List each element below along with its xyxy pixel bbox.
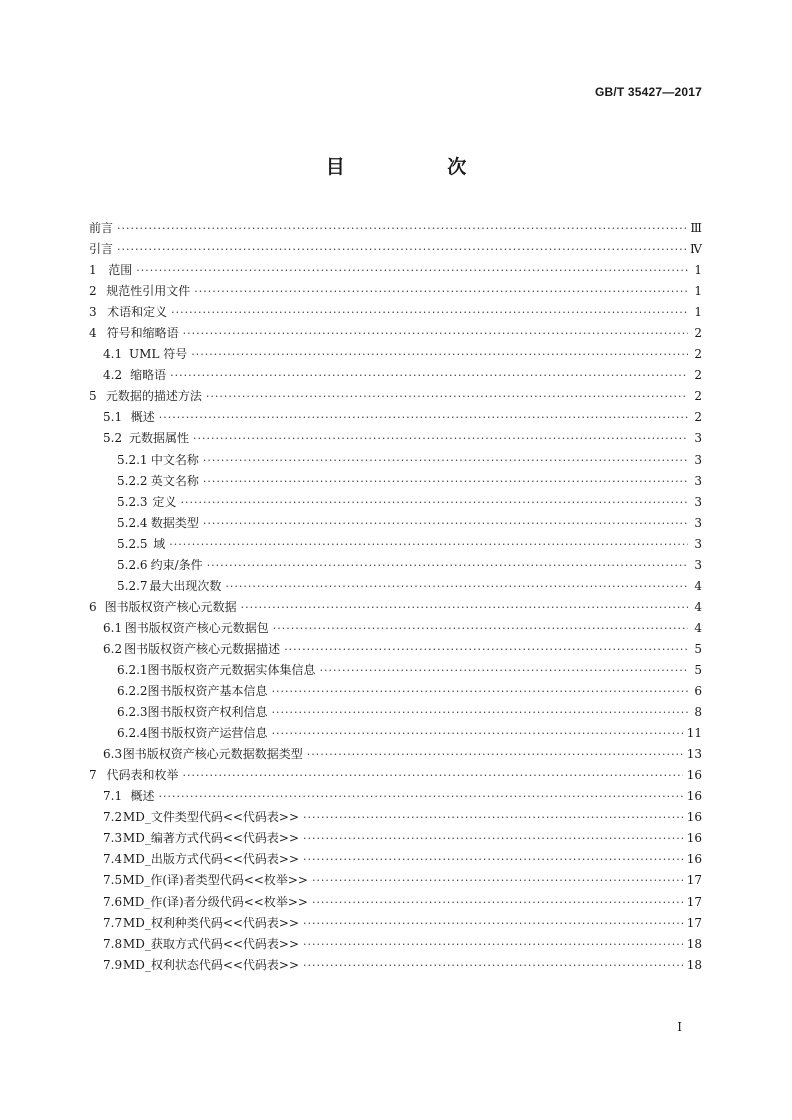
toc-dot-leader [303, 934, 683, 955]
toc-entry-page: 3 [694, 494, 702, 509]
toc-entry-number: 3 [89, 305, 97, 320]
toc-entry-number: 5.2.3 [117, 494, 148, 509]
toc-entry-number: 7.9 [103, 957, 123, 972]
toc-dot-leader [307, 744, 683, 765]
toc-entry-title: 数据类型 [150, 515, 199, 530]
toc-entry-page: 16 [686, 768, 702, 783]
toc-entry-page: 2 [694, 368, 702, 383]
toc-entry[interactable] [89, 786, 702, 807]
toc-entry[interactable] [89, 281, 702, 302]
toc-entry-page: 3 [694, 431, 702, 446]
toc-entry-page: 2 [694, 389, 702, 404]
toc-entry-number: 6.3 [103, 747, 123, 762]
toc-entry-number: 5.2.2 [117, 473, 148, 488]
toc-entry-number: 7.4 [103, 852, 123, 867]
toc-dot-leader [272, 723, 683, 744]
toc-entry-title: 缩略语 [130, 368, 167, 383]
toc-entry-title: MD_权利状态代码<<代码表>> [122, 957, 300, 972]
toc-dot-leader [303, 955, 683, 976]
toc-entry-page: 1 [694, 284, 702, 299]
toc-entry-title: 术语和定义 [107, 305, 168, 320]
table-of-contents [89, 218, 702, 976]
toc-dot-leader [303, 913, 683, 934]
toc-entry[interactable] [89, 302, 702, 323]
toc-entry-title: 图书版权资产权利信息 [147, 705, 268, 720]
toc-dot-leader [303, 849, 683, 870]
toc-entry-page: 3 [694, 452, 702, 467]
toc-entry-page: Ⅲ [690, 221, 702, 235]
toc-dot-leader [159, 407, 688, 428]
toc-title: 目 次 [325, 156, 515, 178]
toc-dot-leader [169, 534, 688, 555]
toc-entry-number: 5.2.5 [117, 536, 148, 551]
toc-dot-leader [312, 892, 683, 913]
toc-dot-leader [206, 386, 688, 407]
toc-dot-leader [203, 471, 688, 492]
toc-entry[interactable] [89, 450, 702, 471]
toc-entry-number: 4 [89, 326, 97, 341]
toc-entry-page: 4 [694, 620, 702, 635]
toc-entry-page: 17 [686, 894, 702, 909]
toc-entry-number: 5.2.4 [117, 515, 148, 530]
toc-entry-title: UML 符号 [129, 347, 188, 362]
toc-entry-page: 5 [694, 662, 702, 677]
toc-entry-title: MD_出版方式代码<<代码表>> [122, 852, 300, 867]
toc-entry[interactable] [89, 513, 702, 534]
toc-entry-title: MD_权利种类代码<<代码表>> [122, 915, 300, 930]
toc-dot-leader [194, 281, 688, 302]
toc-entry-number: 1 [89, 263, 97, 278]
toc-dot-leader [273, 618, 688, 639]
toc-entry-page: 16 [686, 831, 702, 846]
toc-entry[interactable] [89, 365, 702, 386]
toc-entry-page: 13 [686, 747, 702, 762]
toc-entry-page: 18 [686, 957, 702, 972]
toc-dot-leader [183, 765, 683, 786]
toc-entry[interactable] [89, 492, 702, 513]
toc-entry-title: 范围 [108, 263, 133, 278]
toc-entry-page: 16 [686, 852, 702, 867]
toc-entry[interactable] [89, 218, 702, 239]
toc-entry-page: 2 [694, 347, 702, 362]
toc-entry-title: 最大出现次数 [149, 578, 222, 593]
toc-entry-number: 7.6 [103, 894, 123, 909]
toc-entry-title: MD_获取方式代码<<代码表>> [122, 936, 300, 951]
toc-dot-leader [159, 786, 683, 807]
toc-entry-title: 域 [153, 536, 166, 551]
toc-dot-leader [303, 807, 683, 828]
toc-entry-page: 4 [694, 578, 702, 593]
toc-entry-page: 16 [686, 810, 702, 825]
toc-entry-number: 2 [89, 284, 97, 299]
toc-dot-leader [117, 239, 686, 260]
toc-entry[interactable] [89, 618, 702, 639]
toc-entry-title: 规范性引用文件 [106, 284, 191, 299]
toc-entry-number: 6.2.1 [117, 662, 148, 677]
toc-dot-leader [303, 828, 683, 849]
toc-entry-title: 图书版权资产运营信息 [147, 726, 268, 741]
toc-dot-leader [272, 702, 688, 723]
toc-entry-title: 图书版权资产核心元数据数据类型 [122, 747, 303, 762]
toc-entry-page: 1 [694, 305, 702, 320]
toc-entry-number: 7.2 [103, 810, 123, 825]
toc-entry-title: 前言 [89, 221, 114, 235]
toc-dot-leader [136, 260, 688, 281]
toc-entry[interactable] [89, 828, 702, 849]
toc-entry-title: 元数据的描述方法 [105, 389, 202, 404]
toc-entry-number: 6.2.3 [117, 705, 148, 720]
toc-entry-page: 3 [694, 473, 702, 488]
toc-entry-page: 2 [694, 410, 702, 425]
toc-entry-title: MD_作(译)者类型代码<<枚举>> [122, 873, 308, 888]
toc-entry-page: 16 [686, 789, 702, 804]
toc-entry-number: 7.8 [103, 936, 123, 951]
toc-entry[interactable] [89, 260, 702, 281]
toc-entry-title: 元数据属性 [128, 431, 189, 446]
toc-entry[interactable] [89, 913, 702, 934]
toc-entry-title: 图书版权资产核心元数据 [104, 599, 237, 614]
toc-dot-leader [170, 365, 688, 386]
toc-dot-leader [203, 450, 688, 471]
toc-entry-title: 英文名称 [150, 473, 199, 488]
toc-dot-leader [207, 555, 688, 576]
toc-entry-title: 符号和缩略语 [106, 326, 179, 341]
toc-dot-leader [193, 428, 688, 449]
toc-entry-number: 7.7 [103, 915, 123, 930]
toc-entry[interactable] [89, 702, 702, 723]
toc-dot-leader [183, 323, 688, 344]
toc-entry-page: 6 [694, 684, 702, 699]
toc-entry-page: 3 [694, 536, 702, 551]
toc-entry-number: 6 [89, 599, 97, 614]
toc-entry-title: 中文名称 [150, 452, 199, 467]
toc-entry-number: 6.2 [103, 641, 123, 656]
toc-entry-title: 定义 [152, 494, 177, 509]
toc-entry-number: 5.2.7 [117, 578, 148, 593]
toc-entry-page: 3 [694, 557, 702, 572]
toc-entry[interactable] [89, 723, 702, 744]
toc-entry-title: 图书版权资产元数据实体集信息 [147, 662, 316, 677]
toc-entry-number: 4.2 [103, 368, 123, 383]
toc-entry-page: 11 [686, 726, 702, 741]
toc-entry-title: MD_文件类型代码<<代码表>> [122, 810, 300, 825]
toc-entry-title: 概述 [130, 789, 155, 804]
toc-entry-title: 图书版权资产核心元数据描述 [124, 641, 281, 656]
toc-entry[interactable] [89, 660, 702, 681]
toc-dot-leader [225, 576, 688, 597]
toc-dot-leader [241, 597, 688, 618]
toc-entry-page: 4 [694, 599, 702, 614]
toc-dot-leader [320, 660, 688, 681]
toc-entry-number: 5.2.6 [117, 557, 148, 572]
toc-entry-number: 6.1 [103, 620, 123, 635]
toc-entry[interactable] [89, 323, 702, 344]
toc-entry[interactable] [89, 681, 702, 702]
page-folio: Ⅰ [677, 1020, 682, 1034]
toc-dot-leader [171, 302, 688, 323]
toc-entry-page: 18 [686, 936, 702, 951]
toc-entry-page: 3 [694, 515, 702, 530]
toc-entry-page: 17 [686, 873, 702, 888]
toc-entry[interactable] [89, 744, 702, 765]
toc-entry[interactable] [89, 471, 702, 492]
toc-entry-title: 图书版权资产基本信息 [147, 684, 268, 699]
toc-entry-number: 7.1 [103, 789, 123, 804]
toc-entry-number: 4.1 [103, 347, 123, 362]
toc-entry[interactable] [89, 407, 702, 428]
toc-entry-number: 7 [89, 768, 97, 783]
toc-entry[interactable] [89, 576, 702, 597]
toc-entry[interactable] [89, 849, 702, 870]
toc-entry[interactable] [89, 807, 702, 828]
toc-dot-leader [203, 513, 688, 534]
toc-entry-page: 5 [694, 641, 702, 656]
toc-entry[interactable] [89, 534, 702, 555]
toc-dot-leader [180, 492, 688, 513]
toc-dot-leader [284, 639, 688, 660]
toc-entry-number: 5.2 [103, 431, 123, 446]
toc-entry[interactable] [89, 870, 702, 891]
toc-entry[interactable] [89, 934, 702, 955]
toc-entry-title: 约束/条件 [150, 557, 203, 572]
toc-entry[interactable] [89, 428, 702, 449]
toc-entry-title: 引言 [89, 242, 114, 257]
toc-entry[interactable] [89, 765, 702, 786]
toc-entry[interactable] [89, 555, 702, 576]
toc-entry-page: 8 [694, 705, 702, 720]
toc-entry-title: 图书版权资产核心元数据包 [124, 620, 269, 635]
toc-entry-title: 概述 [130, 410, 155, 425]
toc-entry-page: Ⅳ [690, 242, 702, 257]
toc-entry-title: 代码表和枚举 [106, 768, 179, 783]
toc-entry-page: 17 [686, 915, 702, 930]
toc-dot-leader [191, 344, 688, 365]
toc-entry-number: 7.3 [103, 831, 123, 846]
toc-entry-number: 5 [89, 389, 97, 404]
toc-entry-number: 7.5 [103, 873, 123, 888]
toc-entry[interactable] [89, 597, 702, 618]
toc-dot-leader [272, 681, 688, 702]
toc-entry-number: 6.2.4 [117, 726, 148, 741]
toc-entry[interactable] [89, 344, 702, 365]
toc-entry[interactable] [89, 386, 702, 407]
toc-entry-page: 2 [694, 326, 702, 341]
standard-code: GB/T 35427—2017 [594, 85, 702, 99]
toc-entry-title: MD_作(译)者分级代码<<枚举>> [122, 894, 308, 909]
toc-entry-page: 1 [694, 263, 702, 278]
toc-entry[interactable] [89, 639, 702, 660]
toc-dot-leader [312, 870, 683, 891]
toc-entry[interactable] [89, 239, 702, 260]
toc-entry-number: 6.2.2 [117, 684, 148, 699]
toc-entry[interactable] [89, 955, 702, 976]
toc-dot-leader [117, 218, 686, 239]
toc-entry-number: 5.1 [103, 410, 123, 425]
toc-entry-title: MD_编著方式代码<<代码表>> [122, 831, 300, 846]
toc-entry[interactable] [89, 892, 702, 913]
toc-entry-number: 5.2.1 [117, 452, 148, 467]
